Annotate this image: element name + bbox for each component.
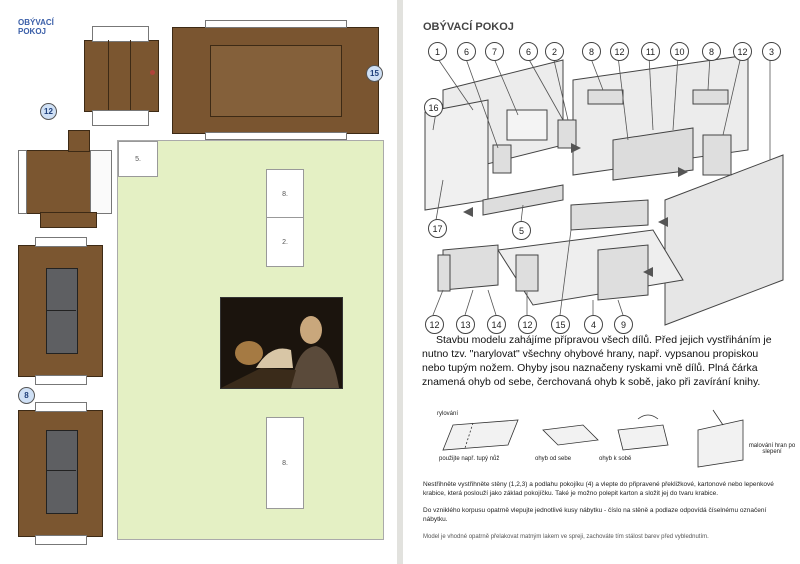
step-scoring-label: rylování <box>437 411 459 417</box>
right-page-title: OBÝVACÍ POKOJ <box>423 21 514 33</box>
part-number-16: 16 <box>424 98 443 117</box>
step-tool-label: použijte např. tupý nůž <box>439 456 500 462</box>
part-number-12d: 12 <box>518 315 537 334</box>
right-page <box>403 0 800 564</box>
part-badge-8: 8 <box>18 387 35 404</box>
footer-note: Model je vhodné opatrně přelakovat matným lakem ve spreji, zachováte tím stálost barev před vyblednutím. <box>423 534 709 540</box>
instructions-text-2: Do vzniklého korpusu opatrně vlepujte jednotlivé kusy nábytku - číslo na stěně a podlaze odpovídá číselnému označení nábytku. <box>423 507 767 523</box>
instructions-text: Nestřihněte vystřihněte stěny (1,2,3) a podlahu pokojíku (4) a vlepte do připravené překližkové, kartonové nebo lepenkové krabice, která poslouží jako základ pokojíčku. Také je možno polepit karton a složit jej do tvaru krabice. <box>423 481 774 497</box>
box-label-8-bottom: 8. <box>266 417 304 509</box>
part-number-14: 14 <box>487 315 506 334</box>
step-fold-away-label: ohyb od sebe <box>535 456 572 462</box>
part-number-7: 7 <box>485 42 504 61</box>
part-number-6: 6 <box>457 42 476 61</box>
part-number-8: 8 <box>582 42 601 61</box>
part-number-15: 15 <box>551 315 570 334</box>
left-page-title: OBÝVACÍ POKOJ <box>18 18 54 36</box>
intro-paragraph: Stavbu modelu zahájíme přípravou všech dílů. Před jejich vystřiháním je nutno tzv. "narylovat" všechny ohybové hrany, např. vypsanou propiskou nebo tupým nožem. Ohyby jsou naznačeny ryskami vně dílů. Plná čárka znamená ohyb od sebe, čerchovaná ohyb k sobě, jako při zavírání knihy. <box>422 334 772 388</box>
part-number-12b: 12 <box>733 42 752 61</box>
box-label-5: 5. <box>118 141 158 177</box>
step-gluing-label: malování hran po slepení <box>748 443 796 455</box>
part-number-12c: 12 <box>425 315 444 334</box>
part-number-1: 1 <box>428 42 447 61</box>
part-number-6b: 6 <box>519 42 538 61</box>
part-number-13: 13 <box>456 315 475 334</box>
part-number-17: 17 <box>428 219 447 238</box>
box-label-2: 2. <box>266 217 304 267</box>
box-label-8: 8. <box>266 169 304 219</box>
part-number-4: 4 <box>584 315 603 334</box>
part-number-2: 2 <box>545 42 564 61</box>
part-number-5: 5 <box>512 221 531 240</box>
painting-image <box>220 297 343 389</box>
part-number-8b: 8 <box>702 42 721 61</box>
step-fold-toward-label: ohyb k sobě <box>599 456 632 462</box>
part-number-12: 12 <box>610 42 629 61</box>
part-badge-15: 15 <box>366 65 383 82</box>
part-badge-12: 12 <box>40 103 57 120</box>
part-number-9: 9 <box>614 315 633 334</box>
part-number-11: 11 <box>641 42 660 61</box>
part-number-10: 10 <box>670 42 689 61</box>
left-page <box>0 0 397 564</box>
part-number-3: 3 <box>762 42 781 61</box>
